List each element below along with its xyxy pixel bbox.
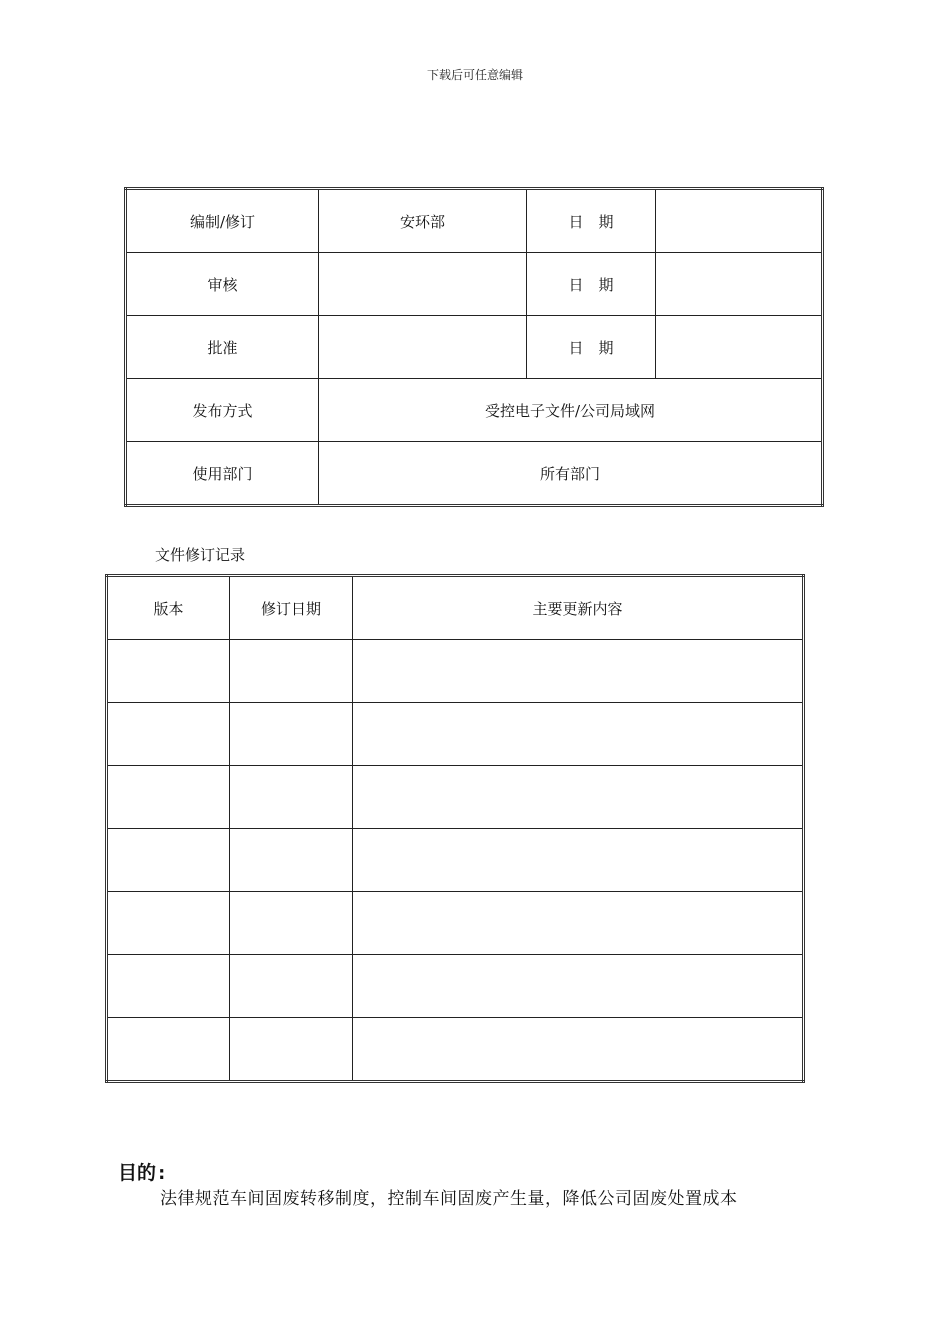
column-header: 主要更新内容 xyxy=(353,576,804,640)
table-row xyxy=(107,703,804,766)
table-cell xyxy=(230,640,353,703)
table-row xyxy=(126,442,823,506)
column-header: 版本 xyxy=(107,576,230,640)
approval-table xyxy=(124,187,824,507)
row-label: 批准 xyxy=(126,316,319,379)
row-value xyxy=(319,316,527,379)
publish-value: 受控电子文件/公司局域网 xyxy=(319,379,823,442)
table-row xyxy=(107,955,804,1018)
purpose-heading: 目的: xyxy=(118,1162,168,1184)
header-note: 下载后可任意编辑 xyxy=(426,68,523,82)
table-cell xyxy=(353,892,804,955)
purpose-text: 法律规范车间固废转移制度，控制车间固废产生量，降低公司固废处置成本 xyxy=(160,1189,738,1209)
date-value xyxy=(656,189,823,253)
row-label: 审核 xyxy=(126,253,319,316)
table-cell xyxy=(107,703,230,766)
revision-table xyxy=(105,574,805,1083)
table-row xyxy=(107,1018,804,1082)
table-cell xyxy=(353,766,804,829)
table-cell xyxy=(353,703,804,766)
date-value xyxy=(656,253,823,316)
table-cell xyxy=(230,1018,353,1082)
table-row xyxy=(126,316,823,379)
column-header: 修订日期 xyxy=(230,576,353,640)
table-row xyxy=(126,379,823,442)
table-cell xyxy=(107,892,230,955)
table-cell xyxy=(353,1018,804,1082)
table-cell xyxy=(107,766,230,829)
date-label: 日 期 xyxy=(527,189,656,253)
row-value: 安环部 xyxy=(319,189,527,253)
table-cell xyxy=(230,829,353,892)
table-cell xyxy=(353,955,804,1018)
revision-caption: 文件修订记录 xyxy=(155,546,246,564)
table-cell xyxy=(107,829,230,892)
table-cell xyxy=(353,829,804,892)
table-header-row xyxy=(107,576,804,640)
date-label: 日 期 xyxy=(527,316,656,379)
row-value xyxy=(319,253,527,316)
table-row xyxy=(126,253,823,316)
table-cell xyxy=(230,955,353,1018)
table-cell xyxy=(230,892,353,955)
table-cell xyxy=(107,955,230,1018)
publish-label: 发布方式 xyxy=(126,379,319,442)
table-cell xyxy=(230,703,353,766)
table-cell xyxy=(353,640,804,703)
date-value xyxy=(656,316,823,379)
table-row xyxy=(107,640,804,703)
table-row xyxy=(107,829,804,892)
row-label: 编制/修订 xyxy=(126,189,319,253)
date-label: 日 期 xyxy=(527,253,656,316)
table-row xyxy=(107,892,804,955)
table-row xyxy=(107,766,804,829)
scope-value: 所有部门 xyxy=(319,442,823,506)
table-cell xyxy=(107,1018,230,1082)
scope-label: 使用部门 xyxy=(126,442,319,506)
table-cell xyxy=(107,640,230,703)
table-cell xyxy=(230,766,353,829)
table-row xyxy=(126,189,823,253)
